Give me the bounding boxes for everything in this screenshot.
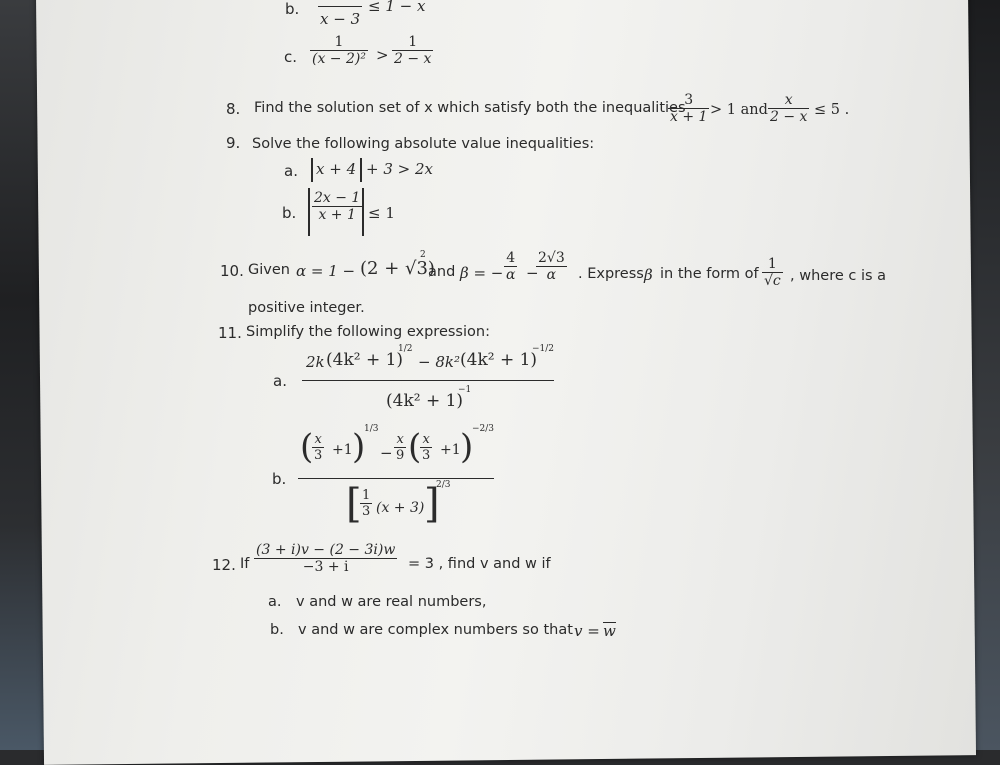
q11-b-t3-plus: +1 [440,442,461,458]
q11-b-term3-fraction [420,432,432,463]
q9-b-num: 2x − 1 [314,190,361,206]
q11-a-num-3: − 8k² [418,353,460,371]
q11-b-paren-close-2: ) [460,427,474,467]
q8-f1-den: x + 1 [670,109,708,125]
q7-c-right-fraction [392,34,433,67]
q11-b-paren-open-1: ( [300,427,314,467]
q11-b-t1-num: x [314,432,322,447]
q11-b-t3-den: 3 [422,448,431,463]
q8-f1-rhs: > 1 and [710,102,768,118]
q9-a-label: a. [284,162,298,180]
q12-f-num: (3 + i)v − (2 − 3i)w [256,542,396,558]
q12-a-label: a. [268,594,282,610]
q11-b-t1-den: 3 [314,448,323,463]
q8-text: Find the solution set of x which satisfy both the inequalities [254,100,686,116]
q7-c-left-num: 1 [334,34,344,50]
q10-minus: − [526,264,539,282]
q11-b-exp-2: −2/3 [472,424,495,434]
q10-and: and [428,264,456,280]
q11-b-den-fraction [360,488,372,519]
q10-b1-num: 4 [506,250,516,266]
q12-rhs: = 3 , find v and w if [408,556,551,572]
q10-b1-den: α [506,267,516,283]
q10-b2-den: α [536,266,567,283]
q10-line2: positive integer. [248,300,365,316]
q11-b-fraction-bar [298,478,494,479]
q8-f2-den: 2 − x [770,109,808,125]
q8-f2-rhs: ≤ 5 . [814,102,850,118]
q11-b-t2-den: 9 [396,448,405,463]
q10-number: 10. [220,262,244,280]
q11-a-den: (4k² + 1) [386,391,464,411]
q11-b-bracket-open: [ [346,481,362,527]
q12-b-math-v: v = [574,622,600,640]
q7-c-right-den: 2 − x [394,51,432,67]
q10-alpha-exponent: 2 [420,250,426,260]
q12-fraction [254,542,397,575]
q11-number: 11. [218,324,242,342]
q8-fraction-1 [668,92,709,125]
q12-number: 12. [212,556,236,574]
q10-alpha-expr: α = 1 − [296,262,356,280]
q11-b-paren-close-1: ) [352,427,366,467]
q7-c-left-fraction [310,34,368,67]
q9-a-abs-right-bar [360,158,362,182]
q7-b-label: b. [285,0,300,18]
q11-b-t2-num: x [396,432,404,447]
q10-in-form: in the form of [660,266,759,282]
q11-a-den-exp: −1 [458,385,472,395]
q9-a-rest: + 3 > 2x [366,160,433,178]
q7-b-fraction-bar [318,6,362,7]
q11-b-den-den: 3 [362,504,371,519]
q9-b-den: x + 1 [312,206,362,223]
q11-a-num-1: 2k [306,353,325,371]
q8-number: 8. [226,100,241,118]
q8-fraction-2 [768,92,809,125]
q10-form-fraction [762,256,783,289]
q11-b-term1-fraction [312,432,324,463]
q11-b-minus: − [380,444,393,462]
q9-b-abs-right-bar [362,188,364,236]
q10-beta-lhs: β = − [460,264,504,282]
q10-b2-num: 2√3 [538,250,565,266]
q7-c-left-den: (x − 2)² [312,51,366,67]
q11-a-exp-1: 1/2 [398,344,413,354]
q7-c-right-num: 1 [408,34,418,50]
q10-form-den: √c [764,273,781,289]
q11-b-t3-num: x [422,432,430,447]
q7-b-denominator: x − 3 [320,10,361,28]
q11-a-exp-2: −1/2 [532,344,555,354]
q10-beta: β [644,266,653,284]
q9-a-abs-content: x + 4 [316,160,357,178]
q7-c-label: c. [284,48,298,66]
q11-a-num-4: (4k² + 1) [460,350,538,370]
q9-b-abs-left-bar [308,188,310,236]
q9-text: Solve the following absolute value inequalities: [252,136,595,152]
q11-b-exp-1: 1/3 [364,424,379,434]
q12-b-text: v and w are complex numbers so that [298,622,573,638]
q11-a-label: a. [273,372,287,390]
q11-b-den-exp: 2/3 [436,480,451,490]
q11-b-den-rest: (x + 3) [376,500,425,516]
q10-form-num: 1 [767,256,777,272]
q9-b-rhs: ≤ 1 [368,204,395,222]
q10-where: , where c is a [790,268,887,284]
q12-if: If [240,556,250,572]
q10-beta-fraction-2 [536,250,567,283]
q7-b-rhs: ≤ 1 − x [368,0,426,15]
q10-given: Given [248,262,290,278]
q12-b-math-w-conjugate: w [603,622,616,640]
q11-b-bracket-close: ] [424,481,440,527]
q12-a-text: v and w are real numbers, [296,594,487,610]
q10-express: . Express [578,266,644,282]
q9-b-fraction [312,190,362,223]
q11-b-den-num: 1 [362,488,371,503]
q11-text: Simplify the following expression: [246,324,490,340]
q11-b-paren-open-2: ( [408,427,422,467]
q12-b-label: b. [270,622,284,638]
q9-b-label: b. [282,204,297,222]
q11-b-t1-plus: +1 [332,442,353,458]
q10-beta-fraction-1 [504,250,517,283]
q7-c-operator: > [376,46,389,64]
q9-a-abs-left-bar [311,158,313,182]
q10-alpha-inner: (2 + √3) [360,258,435,279]
q8-f1-num: 3 [684,92,694,108]
q11-a-num-2: (4k² + 1) [326,350,404,370]
q11-b-label: b. [272,470,287,488]
q11-b-term2-fraction [394,432,406,463]
q9-number: 9. [226,134,241,152]
q11-a-fraction-bar [302,380,554,381]
q8-f2-num: x [784,92,793,108]
q12-f-den: −3 + i [254,558,397,575]
